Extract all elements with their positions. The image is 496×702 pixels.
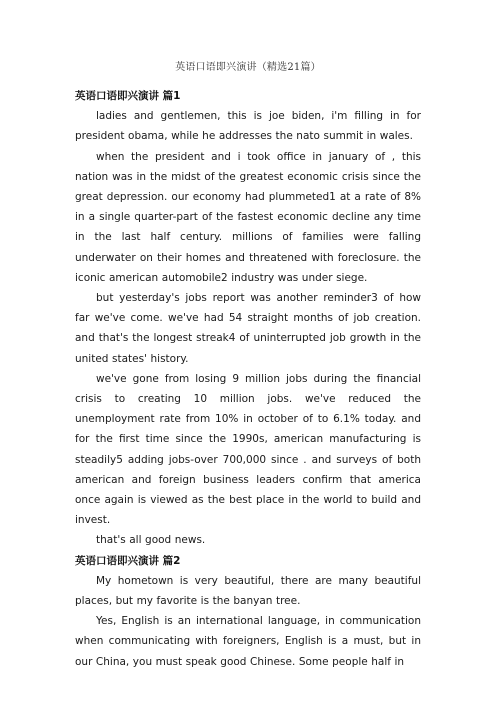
- paragraph: ladies and gentlemen, this is joe biden, i'm filling in for president obama, while he addresses the nato summit in wales.: [75, 110, 421, 143]
- paragraph: My hometown is very beautiful, there are many beautiful places, but my favorite is the banyan tree.: [75, 574, 421, 608]
- document-header-title: 英语口语即兴演讲（精选21篇）: [175, 62, 321, 73]
- paragraph: Yes, English is an international language, in communication when communicating with foreigners, English is a must, but in our China, you must speak good Chinese. Some people half in: [75, 615, 421, 668]
- document-body: [75, 86, 421, 672]
- section-2: [75, 551, 421, 672]
- section-1: [75, 86, 421, 551]
- paragraph: but yesterday's jobs report was another reminder3 of how far we've come. we've had 54 straight months of job creation. and that's the longest streak4 of uninterrupted job growth in the united states' history.: [75, 292, 421, 365]
- paragraph: when the president and i took office in january of , this nation was in the midst of the greatest economic crisis since the great depression. our economy had plummeted1 at a rate of 8% in a single quarter-part of the fastest economic decline any time in the last half century. millions of families were falling underwater on their homes and threatened with foreclosure. the iconic american automobile2 industry was under siege.: [75, 150, 421, 284]
- section-heading: 英语口语即兴演讲 篇2: [75, 554, 181, 567]
- paragraph: we've gone from losing 9 million jobs during the financial crisis to creating 10 million jobs. we've reduced the unemployment rate from 10% in october of to 6.1% today. and for the first time since the 1990s, american manufacturing is steadily5 adding jobs-over 700,000 since . and surveys of both american and foreign business leaders confirm that america once again is viewed as the best place in the world to build and invest.: [75, 372, 421, 527]
- section-heading: 英语口语即兴演讲 篇1: [75, 90, 181, 102]
- paragraph: that's all good news.: [96, 534, 206, 547]
